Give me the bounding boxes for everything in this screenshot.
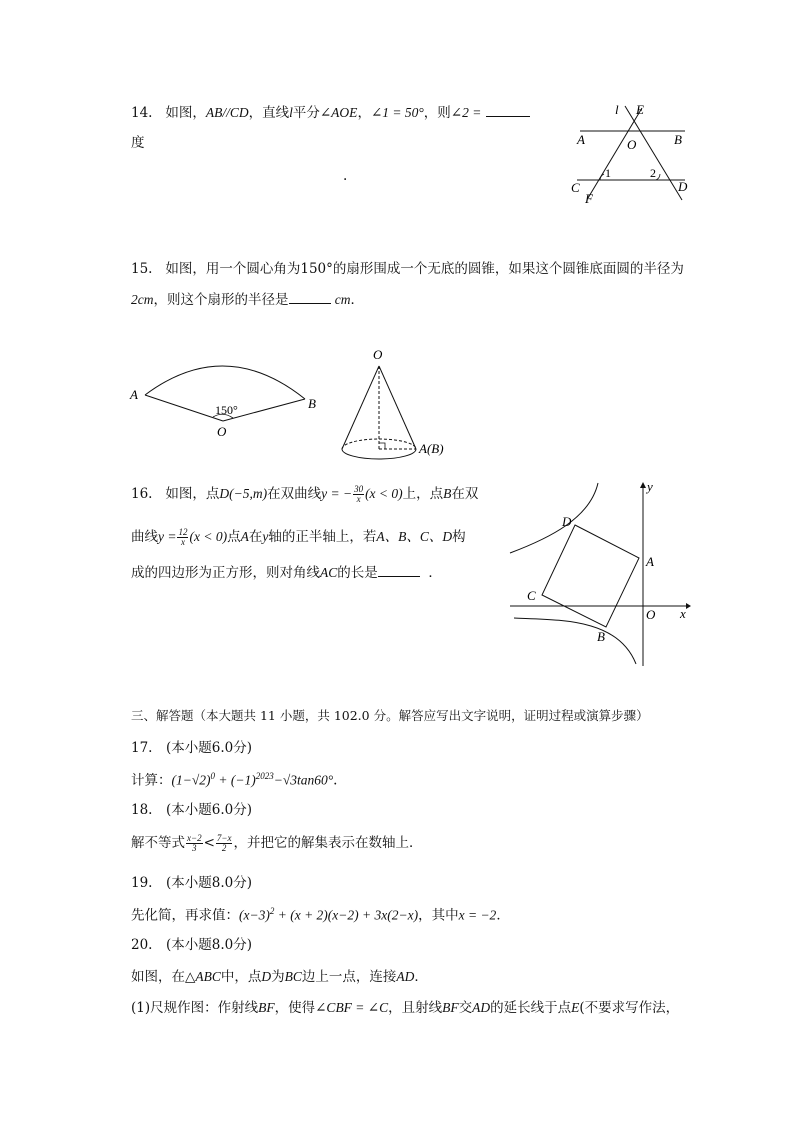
q20-text: 中，点 (220, 969, 262, 985)
q16-text: 构 (452, 529, 466, 545)
sector-angle-label: 150° (215, 403, 238, 417)
q18-lt: < (203, 835, 215, 851)
label-f: F (585, 191, 593, 206)
q16-math: (x < 0) (189, 529, 228, 544)
q19-math: + (x + 2)(x−2) + 3x(2−x) (274, 907, 419, 923)
label-y: y (647, 479, 653, 494)
angle-1-arc (600, 174, 604, 180)
q20-text: 交 (458, 1000, 473, 1016)
q14-text: ， (357, 105, 371, 121)
q18-body (131, 834, 422, 853)
fraction-numerator: x−2 (187, 833, 202, 843)
q20-math: BF (442, 1000, 459, 1015)
q20-text: ，使得 (274, 1000, 316, 1016)
label-b: B (597, 629, 605, 644)
q16-fraction (353, 485, 364, 504)
q18-text: ，并把它的解集表示在数轴上． (233, 835, 423, 851)
q20-text: ，且射线 (388, 1000, 443, 1016)
answer-blank[interactable] (378, 576, 420, 577)
q16-text: 如图，点 (165, 486, 220, 502)
q16-number: 16. (131, 486, 153, 502)
line-oe (625, 106, 682, 200)
q20-math: ∠CBF = ∠C (315, 1000, 389, 1015)
q20-math: BF (258, 1000, 275, 1015)
question-15-line2 (131, 293, 364, 308)
q16-text: 成的四边形为正方形，则对角线 (131, 565, 320, 581)
cone-label-ab: A(B) (419, 441, 444, 456)
cone-label-o: O (373, 347, 383, 362)
hyperbola-lower (514, 618, 636, 664)
q17-exponent: 0 (210, 771, 216, 781)
q19-header: 19. (本小题8.0分) (131, 875, 252, 891)
q20-text: 如图，在 (131, 969, 185, 985)
q17-math: (1−√2) (171, 772, 211, 788)
q16-math: y = (158, 529, 177, 544)
fraction-denominator: 2 (221, 843, 227, 853)
question-15-line1 (131, 263, 684, 277)
fraction-numerator: 7−x (216, 833, 232, 843)
q16-math: D(−5,m) (219, 486, 268, 501)
square-abcd (542, 525, 639, 627)
q14-dot: . (343, 168, 348, 184)
q19-exponent: 2 (269, 906, 275, 916)
q14-figure (560, 98, 700, 210)
q14-math: l (289, 105, 293, 120)
q14-unit: 度 (131, 135, 145, 151)
answer-blank[interactable] (486, 116, 530, 117)
q19-math: x = −2 (458, 907, 497, 923)
q20-math: BC (284, 969, 302, 984)
q16-math: y (262, 529, 269, 544)
sector-arc (145, 366, 305, 399)
label-o: O (646, 607, 656, 622)
cone-right-edge (379, 366, 416, 449)
answer-blank[interactable] (289, 303, 331, 304)
q20-text: 为 (271, 969, 285, 985)
q20-math: E (571, 1000, 580, 1015)
q19-body (131, 907, 510, 923)
q20-math: AD (396, 969, 415, 984)
q15-text: 如图，用一个圆心角为150°的扇形围成一个无底的圆锥，如果这个圆锥底面圆的半径为 (165, 261, 684, 277)
q20-text: (不要求写作法， (579, 1000, 680, 1016)
label-a: A (577, 132, 585, 147)
q17-math: + (−1) (215, 772, 256, 788)
label-b: B (674, 132, 682, 147)
sector-label-o: O (217, 424, 227, 439)
q15-number: 15. (131, 261, 153, 277)
q16-math: AC (320, 565, 338, 580)
q16-text: 的长是 (337, 565, 378, 581)
label-l: l (615, 102, 619, 117)
sector-radius-left (145, 395, 223, 421)
label-c: C (571, 180, 580, 195)
y-axis-arrow (640, 482, 646, 488)
label-e: E (636, 102, 644, 117)
q16-text: 曲线 (131, 529, 158, 545)
q19-text: 先化简，再求值： (131, 907, 239, 924)
q20-line2 (131, 1001, 679, 1016)
q17-math: −√3tan60° (273, 772, 334, 788)
q20-text: ． (414, 969, 428, 985)
sector-label-a: A (130, 387, 138, 402)
label-o: O (627, 137, 637, 152)
q16-text: 轴的正半轴上，若 (268, 529, 377, 545)
q18-header: 18. (本小题6.0分) (131, 802, 252, 818)
q14-math: ∠AOE (319, 105, 358, 120)
q15-math: 2cm (131, 292, 154, 307)
label-x: x (680, 606, 686, 621)
q14-text: 平分 (292, 105, 320, 121)
right-angle-mark (379, 443, 385, 449)
q20-line1 (131, 970, 428, 985)
label-a: A (646, 554, 654, 569)
q16-text: ． (428, 565, 442, 581)
q20-text: 边上一点，连接 (301, 969, 397, 985)
cone-base-front (342, 449, 416, 459)
q19-math: (x−3) (239, 907, 270, 923)
q15-figure (125, 345, 444, 470)
fraction-denominator: x (356, 494, 361, 504)
q16-math: A、B、C、D (376, 529, 453, 544)
q14-number: 14. (131, 105, 153, 121)
q16-figure (500, 478, 700, 672)
q20-math: D (261, 969, 272, 984)
fraction-numerator: 12 (178, 527, 188, 537)
q14-math: ∠2 = (450, 105, 482, 120)
q14-text: ，则 (423, 105, 451, 121)
q19-text: ，其中 (418, 907, 459, 924)
q14-text: 如图， (165, 105, 206, 121)
q16-text: 在双曲线 (267, 486, 322, 502)
x-axis-arrow (686, 603, 691, 609)
q20-text: 的延长线于点 (490, 1000, 572, 1016)
q16-fraction (177, 528, 188, 547)
q15-text: ，则这个扇形的半径是 (153, 292, 289, 308)
q16-math: B (443, 486, 452, 501)
q14-math: AB//CD (205, 105, 249, 120)
q20-header: 20. (本小题8.0分) (131, 937, 252, 953)
q17-header: 17. (本小题6.0分) (131, 740, 252, 756)
q20-math: △ABC (185, 969, 221, 984)
q16-math: (x < 0) (365, 486, 403, 501)
q14-text: ，直线 (248, 105, 290, 121)
q17-body (131, 772, 337, 788)
q16-text: 点 (227, 529, 241, 545)
label-c: C (527, 588, 536, 603)
line-l (588, 108, 642, 198)
q14-math: ∠1 = 50° (370, 105, 424, 120)
q15-text: ． (350, 292, 365, 308)
q20-math: AD (472, 1000, 491, 1015)
label-d: D (678, 179, 688, 194)
q19-text: ． (496, 907, 510, 924)
q16-text: 在 (248, 529, 263, 545)
fraction-denominator: x (180, 537, 185, 547)
label-d: D (562, 514, 572, 529)
question-16-line1 (131, 485, 478, 504)
q16-math: A (240, 529, 249, 544)
q15-math: cm (334, 292, 351, 307)
label-angle-2: 2 (650, 166, 656, 180)
question-16-line3 (131, 566, 442, 581)
question-16-line2 (131, 528, 466, 547)
q17-text: 计算： (131, 772, 172, 789)
hyperbola-upper (510, 483, 598, 553)
sector-label-b: B (308, 396, 316, 411)
q18-text: 解不等式 (131, 835, 185, 851)
fraction-denominator: 3 (192, 843, 197, 853)
label-angle-1: 1 (605, 166, 611, 180)
q16-math: y = − (321, 486, 353, 501)
q16-text: 上，点 (402, 486, 444, 502)
q16-text: 在双 (451, 486, 479, 502)
cone-left-edge (342, 366, 379, 449)
fraction-numerator: 30 (354, 484, 364, 494)
q20-text: (1)尺规作图：作射线 (131, 1000, 259, 1016)
question-14-line1 (131, 106, 530, 121)
angle-2-arc (656, 174, 660, 180)
q18-fraction-2 (216, 834, 233, 853)
q17-exponent: 2023 (255, 771, 274, 781)
q17-text: . (333, 772, 338, 789)
section-3-heading: 三、解答题（本大题共 11 小题，共 102.0 分。解答应写出文字说明，证明过程或演算步骤） (131, 708, 649, 723)
q18-fraction-1 (186, 834, 203, 853)
